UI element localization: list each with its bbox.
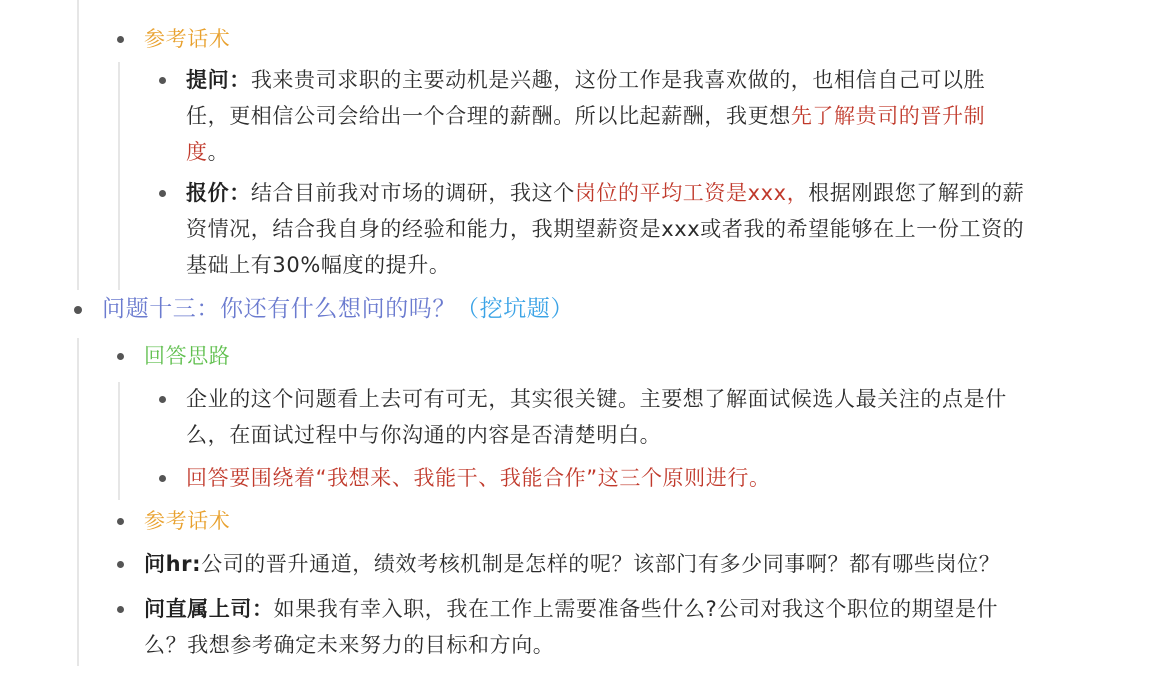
baojia-text-a: 结合目前我对市场的调研，我这个 bbox=[250, 181, 575, 205]
baojia-label: 报价： bbox=[186, 181, 251, 205]
list-item-tiwen-line3 bbox=[186, 137, 229, 167]
bullet-icon bbox=[117, 606, 124, 613]
bullet-icon bbox=[159, 77, 166, 84]
list-item-baojia-line3 bbox=[186, 250, 450, 280]
bullet-icon bbox=[159, 475, 166, 482]
tiwen-tail: 。 bbox=[207, 140, 230, 164]
question-13-title: 问题十三：你还有什么想问的吗？ bbox=[102, 296, 456, 322]
baojia-text-b: 根据刚跟您了解到的薪 bbox=[808, 181, 1025, 205]
bullet-icon bbox=[74, 306, 82, 314]
list-item-ask-boss-line1 bbox=[144, 594, 998, 624]
indent-guide-inner bbox=[118, 62, 120, 290]
list-item-approach-2: 回答要围绕着“我想来、我能干、我能合作”这三个原则进行。 bbox=[186, 466, 771, 490]
tiwen-highlight-2: 度 bbox=[186, 140, 208, 164]
baojia-text-3: 基础上有30%幅度的提升。 bbox=[186, 253, 451, 277]
list-item-baojia-line1 bbox=[186, 178, 1024, 208]
list-item-approach-1-line1: 企业的这个问题看上去可有可无，其实很关键。主要想了解面试候选人最关注的点是什 bbox=[186, 387, 1007, 411]
baojia-text-2: 资情况，结合我自身的经验和能力，我期望薪资是xxx或者我的希望能够在上一份工资的 bbox=[186, 217, 1025, 241]
tiwen-text-2: 任，更相信公司会给出一个合理的薪酬。所以比起薪酬，我更想 bbox=[186, 104, 791, 128]
bullet-icon bbox=[159, 396, 166, 403]
bullet-icon bbox=[117, 561, 124, 568]
indent-guide-inner-2 bbox=[118, 382, 120, 500]
list-item-tiwen-line2 bbox=[186, 101, 985, 131]
bullet-icon bbox=[117, 36, 124, 43]
list-item-ask-hr bbox=[144, 549, 1000, 579]
tiwen-highlight: 先了解贵司的晋升制 bbox=[790, 104, 986, 128]
list-item-tiwen-line1 bbox=[186, 65, 985, 95]
ask-hr-text: 公司的晋升通道，绩效考核机制是怎样的呢？该部门有多少同事啊？都有哪些岗位？ bbox=[201, 552, 1001, 576]
section-heading-reference: 参考话术 bbox=[144, 27, 231, 51]
bullet-icon bbox=[117, 353, 124, 360]
baojia-highlight: 岗位的平均工资是xxx， bbox=[574, 181, 809, 205]
list-item-approach-1-line2: 么，在面试过程中与你沟通的内容是否清楚明白。 bbox=[186, 423, 662, 447]
question-13-heading bbox=[102, 294, 574, 324]
bullet-icon bbox=[117, 518, 124, 525]
question-13-tag: （挖坑题） bbox=[456, 296, 574, 322]
list-item-ask-boss-line2: 么？我想参考确定未来努力的目标和方向。 bbox=[144, 633, 555, 657]
ask-boss-label: 问直属上司： bbox=[144, 597, 274, 621]
indent-guide-outer bbox=[77, 0, 79, 290]
tiwen-text: 我来贵司求职的主要动机是兴趣，这份工作是我喜欢做的，也相信自己可以胜 bbox=[250, 68, 986, 92]
bullet-icon bbox=[159, 190, 166, 197]
section-heading-reference-2: 参考话术 bbox=[144, 509, 231, 533]
list-item-baojia-line2 bbox=[186, 214, 1024, 244]
tiwen-label: 提问： bbox=[186, 68, 251, 92]
section-heading-answer-approach: 回答思路 bbox=[144, 344, 231, 368]
ask-boss-text: 如果我有幸入职，我在工作上需要准备些什么?公司对我这个职位的期望是什 bbox=[273, 597, 999, 621]
indent-guide-outer-2 bbox=[77, 338, 79, 666]
ask-hr-label: 问hr: bbox=[144, 552, 202, 576]
